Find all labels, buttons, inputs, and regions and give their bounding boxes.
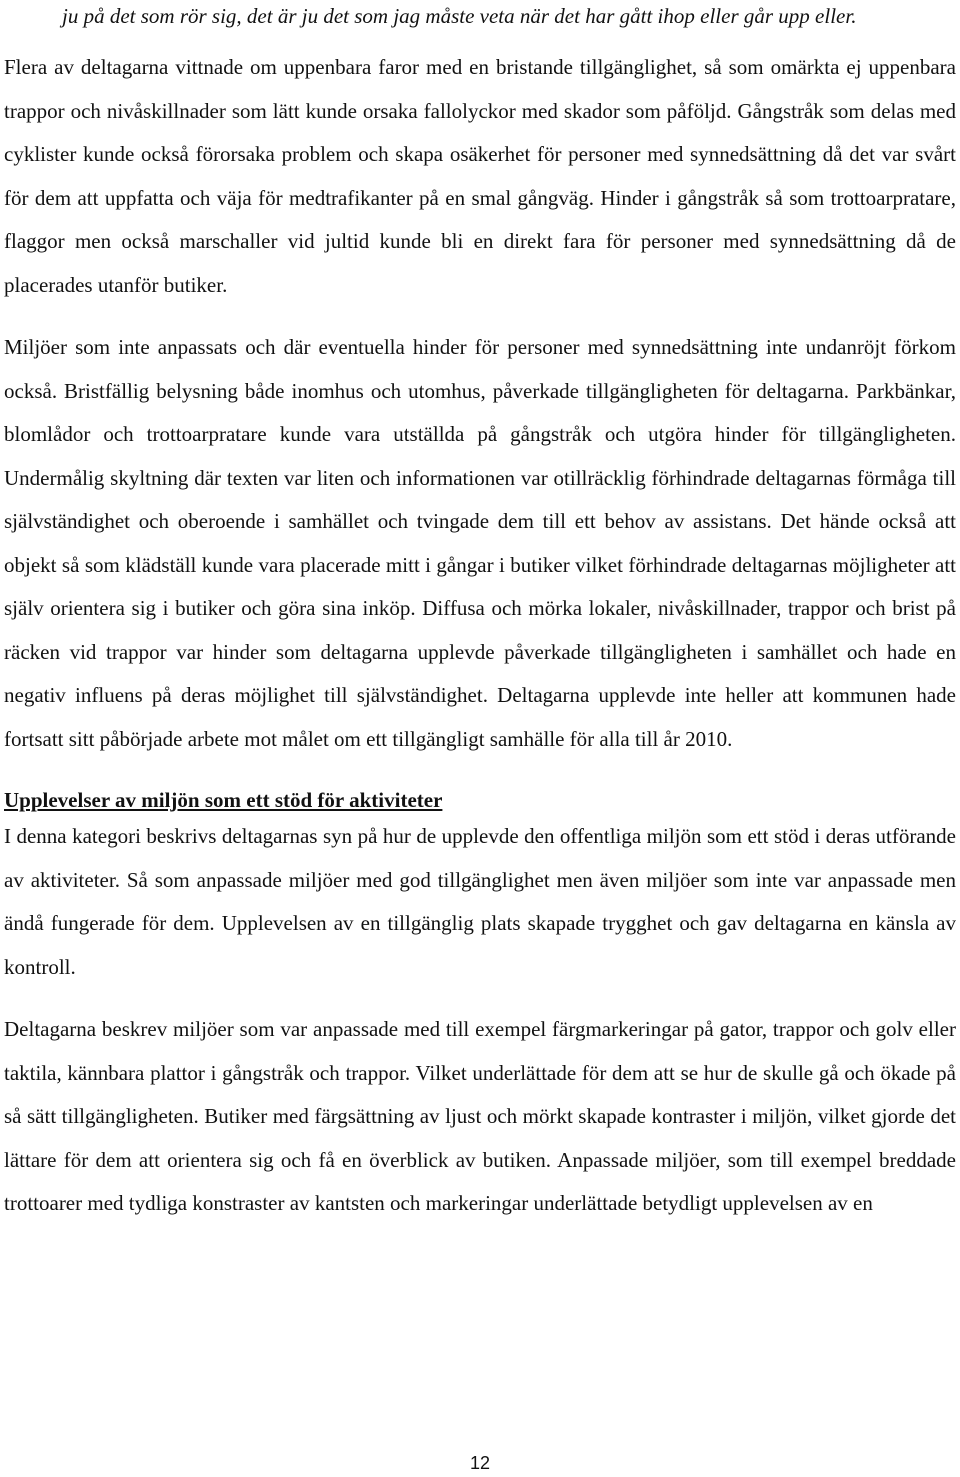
page-number: 12 (469, 1453, 491, 1473)
section-heading: Upplevelser av miljön som ett stöd för aktiviteter (4, 788, 443, 812)
body-paragraph: Miljöer som inte anpassats och där eventuella hinder för personer med synnedsättning inte undanröjt förkom också. Bristfällig belysning både inomhus och utomhus, påverkade tillgängligheten för deltagarna. Parkbänkar, blomlådor och trottoarpratare kunde vara utställda på gångstråk och utgöra hinder för tillgängligheten. Undermålig skyltning där texten var liten och informationen var otillräcklig förhindrade deltagarnas förmåga till självständighet och oberoende i samhället och tvingade dem till ett behov av assistans. Det hände också att objekt så som klädställ kunde vara placerade mitt i gångar i butiker vilket förhindrade deltagarnas möjligheter att själv orientera sig i butiker och göra sina inköp. Diffusa och mörka lokaler, nivåskillnader, trappor och brist på räcken vid trappor var hinder som deltagarna upplevde påverkade tillgängligheten i samhället och hade en negativ influens på deras möjlighet till självständighet. Deltagarna upplevde inte heller att kommunen hade fortsatt sitt påbörjade arbete mot målet om ett tillgängligt samhälle för alla till år 2010. (4, 335, 956, 751)
body-paragraph: I denna kategori beskrivs deltagarnas syn på hur de upplevde den offentliga miljön som ett stöd i deras utförande av aktiviteter. Så som anpassade miljöer med god tillgänglighet men även miljöer som inte var anpassade men ändå fungerade för dem. Upplevelsen av en tillgänglig plats skapade trygghet och gav deltagarna en känsla av kontroll. (4, 824, 956, 979)
body-paragraph: Deltagarna beskrev miljöer som var anpassade med till exempel färgmarkeringar på gator, trappor och golv eller taktila, kännbara plattor i gångstråk och trappor. Vilket underlättade för dem att se hur de skulle gå och ökade på så sätt tillgängligheten. Butiker med färgsättning av ljust och mörkt skapade kontraster i miljön, vilket gjorde det lättare för dem att orientera sig och få en överblick av butiken. Anpassade miljöer, som till exempel breddade trottoarer med tydliga konstraster av kantsten och markeringar underlättade betydligt upplevelsen av en (4, 1017, 956, 1215)
document-page (4, 0, 956, 1226)
body-paragraph: Flera av deltagarna vittnade om uppenbara faror med en bristande tillgänglighet, så som omärkta ej uppenbara trappor och nivåskillnader som lätt kunde orsaka fallolyckor med skador som påföljd. Gångstråk som delas med cyklister kunde också förorsaka problem och skapa osäkerhet för personer med synnedsättning då det var svårt för dem att uppfatta och väja för medtrafikanter på en smal gångväg. Hinder i gångstråk så som trottoarpratare, flaggor men också marschaller vid jultid kunde bli en direkt fara för personer med synnedsättning då de placerades utanför butiker. (4, 55, 956, 297)
interview-quote: ju på det som rör sig, det är ju det som jag måste veta när det har gått ihop eller går upp eller. (62, 4, 857, 28)
